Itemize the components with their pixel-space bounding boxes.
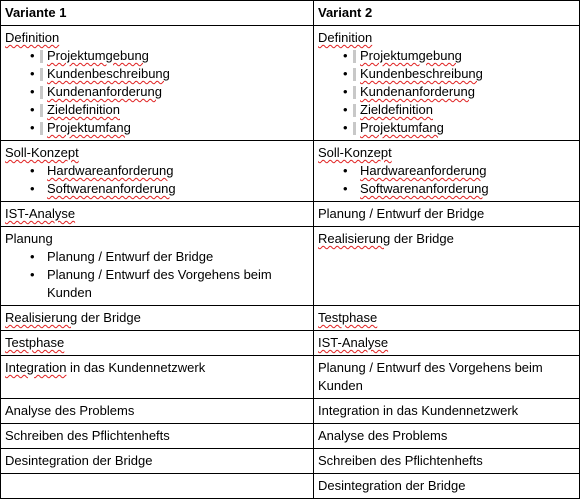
cell-keyword: IST-Analyse	[5, 206, 76, 221]
cell-keyword: Integration	[5, 360, 67, 375]
table-row	[1, 306, 580, 331]
section-title: Planung	[5, 231, 53, 246]
table-row	[1, 26, 580, 141]
list-item-text: Kundenbeschreibung	[47, 66, 170, 81]
bullet-list	[5, 248, 309, 302]
table-cell[interactable]	[314, 474, 580, 499]
cell-keyword: Testphase	[318, 310, 378, 325]
list-item-text: Projektumgebung	[360, 48, 462, 63]
list-item	[338, 101, 575, 119]
cell-text: in das Kundennetzwerk	[66, 360, 206, 375]
table-row	[1, 202, 580, 227]
cell-keyword: Realisierung	[318, 231, 391, 246]
table-cell[interactable]	[314, 449, 580, 474]
table-cell[interactable]	[1, 449, 314, 474]
cell-text: Analyse des Problems	[318, 428, 448, 443]
table-cell[interactable]	[1, 141, 314, 202]
table-row	[1, 424, 580, 449]
section-title: Definition	[5, 30, 60, 45]
table-cell[interactable]	[314, 331, 580, 356]
table-row	[1, 449, 580, 474]
list-item	[338, 180, 575, 198]
table-cell[interactable]	[1, 474, 314, 499]
cell-text: Planung / Entwurf der Bridge	[318, 206, 485, 221]
cell-keyword: Testphase	[5, 335, 65, 350]
table-cell[interactable]	[314, 26, 580, 141]
table-cell[interactable]	[314, 306, 580, 331]
list-item	[25, 47, 309, 65]
list-item-text: Planung / Entwurf des Vorgehens beim Kunden	[47, 267, 272, 300]
list-item-text: Softwarenanforderung	[360, 181, 489, 196]
list-item	[25, 119, 309, 137]
table-row	[1, 399, 580, 424]
table-cell[interactable]	[314, 424, 580, 449]
table-row	[1, 331, 580, 356]
list-item-text: Planung / Entwurf der Bridge	[47, 249, 214, 264]
list-item	[25, 266, 309, 302]
list-item-text: Projektumfang	[360, 120, 444, 135]
table-cell[interactable]	[314, 356, 580, 399]
cell-keyword: IST-Analyse	[318, 335, 389, 350]
cell-text: Schreiben des Pflichtenhefts	[5, 428, 170, 443]
list-item-text: Projektumgebung	[47, 48, 149, 63]
table-header-row	[1, 1, 580, 26]
list-item	[25, 65, 309, 83]
table-cell[interactable]	[1, 227, 314, 306]
list-item-text: Projektumfang	[47, 120, 131, 135]
cell-text: Desintegration der Bridge	[5, 453, 153, 468]
bullet-list	[318, 47, 575, 137]
list-item	[338, 119, 575, 137]
cell-text: Analyse des Problems	[5, 403, 135, 418]
table-cell[interactable]	[1, 331, 314, 356]
list-item-text: Softwarenanforderung	[47, 181, 176, 196]
list-item-text: Kundenanforderung	[360, 84, 475, 99]
list-item	[338, 83, 575, 101]
cell-text: Desintegration der Bridge	[318, 478, 466, 493]
section-title: Soll-Konzept	[5, 145, 79, 160]
list-item-text: Hardwareanforderung	[360, 163, 487, 178]
bullet-list	[318, 162, 575, 198]
header-variante-1[interactable]: Variante 1	[1, 1, 314, 26]
table-cell[interactable]	[1, 26, 314, 141]
table-cell[interactable]	[1, 306, 314, 331]
section-title: Soll-Konzept	[318, 145, 392, 160]
cell-text: der Bridge	[77, 310, 141, 325]
section-title: Definition	[318, 30, 373, 45]
bullet-list	[5, 47, 309, 137]
list-item	[25, 248, 309, 266]
table-cell[interactable]	[314, 141, 580, 202]
table-cell[interactable]	[1, 399, 314, 424]
list-item	[338, 65, 575, 83]
cell-keyword: Realisierung	[5, 310, 78, 325]
list-item	[338, 162, 575, 180]
table-cell[interactable]	[1, 424, 314, 449]
list-item-text: Kundenbeschreibung	[360, 66, 483, 81]
cell-text: Planung / Entwurf des Vorgehens beim Kunden	[318, 360, 543, 393]
list-item	[25, 101, 309, 119]
cell-text: der Bridge	[390, 231, 454, 246]
table-cell[interactable]	[314, 227, 580, 306]
cell-text: Integration in das Kundennetzwerk	[318, 403, 519, 418]
header-variant-2[interactable]: Variant 2	[314, 1, 580, 26]
table-row	[1, 227, 580, 306]
list-item	[338, 47, 575, 65]
table-row	[1, 474, 580, 499]
list-item	[25, 162, 309, 180]
table-cell[interactable]	[314, 202, 580, 227]
cell-text: Schreiben des Pflichtenhefts	[318, 453, 483, 468]
list-item-text: Kundenanforderung	[47, 84, 162, 99]
list-item-text: Zieldefinition	[360, 102, 433, 117]
list-item	[25, 83, 309, 101]
table-cell[interactable]	[1, 202, 314, 227]
table-cell[interactable]	[1, 356, 314, 399]
list-item-text: Hardwareanforderung	[47, 163, 174, 178]
table-row	[1, 141, 580, 202]
list-item	[25, 180, 309, 198]
list-item-text: Zieldefinition	[47, 102, 120, 117]
table-cell[interactable]	[314, 399, 580, 424]
table-row	[1, 356, 580, 399]
bullet-list	[5, 162, 309, 198]
